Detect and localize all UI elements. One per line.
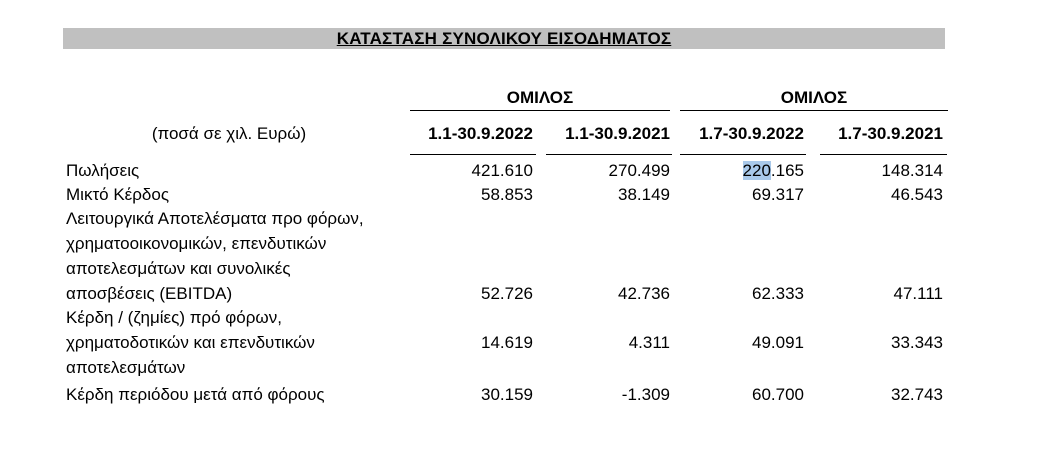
cell-gross-profit-col2: 38.149 — [618, 185, 670, 204]
cell-gross-profit-col1: 58.853 — [481, 185, 533, 204]
title-bar — [63, 28, 945, 49]
cell-sales-col1: 421.610 — [471, 161, 533, 180]
column-header-1: 1.1-30.9.2022 — [428, 124, 533, 143]
cell-ebitda-col3: 62.333 — [752, 284, 804, 303]
row-label-ebitda-line3: αποτελεσμάτων και συνολικές — [66, 259, 291, 278]
group-rule-right — [680, 110, 948, 111]
cell-net-profit-col1: 30.159 — [481, 385, 533, 404]
cell-ebit-col2: 4.311 — [628, 333, 670, 352]
cell-sales-col2: 270.499 — [608, 161, 670, 180]
row-label-ebit-line2: χρηματοδοτικών και επενδυτικών — [66, 333, 315, 352]
row-label-ebitda-line1: Λειτουργικά Αποτελέσματα προ φόρων, — [66, 209, 364, 228]
cell-sales-col3[interactable] — [680, 161, 804, 181]
cell-sales-col3-rest: .165 — [770, 161, 804, 180]
row-label-ebit-line3: αποτελεσμάτων — [66, 358, 186, 377]
cell-gross-profit-col3: 69.317 — [752, 185, 804, 204]
column-rule-3 — [680, 154, 806, 155]
row-label-ebitda-line2: χρηματοοικονομικών, επενδυτικών — [66, 234, 327, 253]
cell-sales-col4: 148.314 — [881, 161, 943, 180]
cell-net-profit-col4: 32.743 — [891, 385, 943, 404]
cell-ebit-col3: 49.091 — [752, 333, 804, 352]
cell-ebitda-col4: 47.111 — [893, 284, 943, 303]
group-header-right: ΟΜΙΛΟΣ — [780, 88, 848, 107]
row-label-ebitda-line4: αποσβέσεις (EBITDA) — [66, 284, 233, 303]
cell-gross-profit-col4: 46.543 — [891, 185, 943, 204]
statement-title: ΚΑΤΑΣΤΑΣΗ ΣΥΝΟΛΙΚΟΥ ΕΙΣΟΔΗΜΑΤΟΣ — [336, 29, 672, 48]
cell-net-profit-col2: -1.309 — [621, 385, 670, 404]
row-label-ebit-line1: Κέρδη / (ζημίες) πρό φόρων, — [66, 308, 282, 327]
column-rule-2 — [546, 154, 672, 155]
unit-label: (ποσά σε χιλ. Ευρώ) — [151, 124, 307, 143]
column-rule-4 — [820, 154, 947, 155]
cell-ebit-col1: 14.619 — [481, 333, 533, 352]
cell-ebitda-col1: 52.726 — [481, 284, 533, 303]
group-rule-left — [410, 110, 670, 111]
cell-net-profit-col3: 60.700 — [752, 385, 804, 404]
column-header-3: 1.7-30.9.2022 — [699, 124, 804, 143]
column-rule-1 — [410, 154, 536, 155]
selected-text-highlight[interactable]: 220 — [742, 161, 771, 180]
row-label-sales: Πωλήσεις — [66, 161, 140, 180]
group-header-left: ΟΜΙΛΟΣ — [506, 88, 574, 107]
column-header-4: 1.7-30.9.2021 — [838, 124, 943, 143]
column-header-2: 1.1-30.9.2021 — [565, 124, 670, 143]
cell-ebit-col4: 33.343 — [891, 333, 943, 352]
cell-ebitda-col2: 42.736 — [618, 284, 670, 303]
row-label-net-profit: Κέρδη περιόδου μετά από φόρους — [66, 385, 325, 404]
row-label-gross-profit: Μικτό Κέρδος — [66, 185, 170, 204]
